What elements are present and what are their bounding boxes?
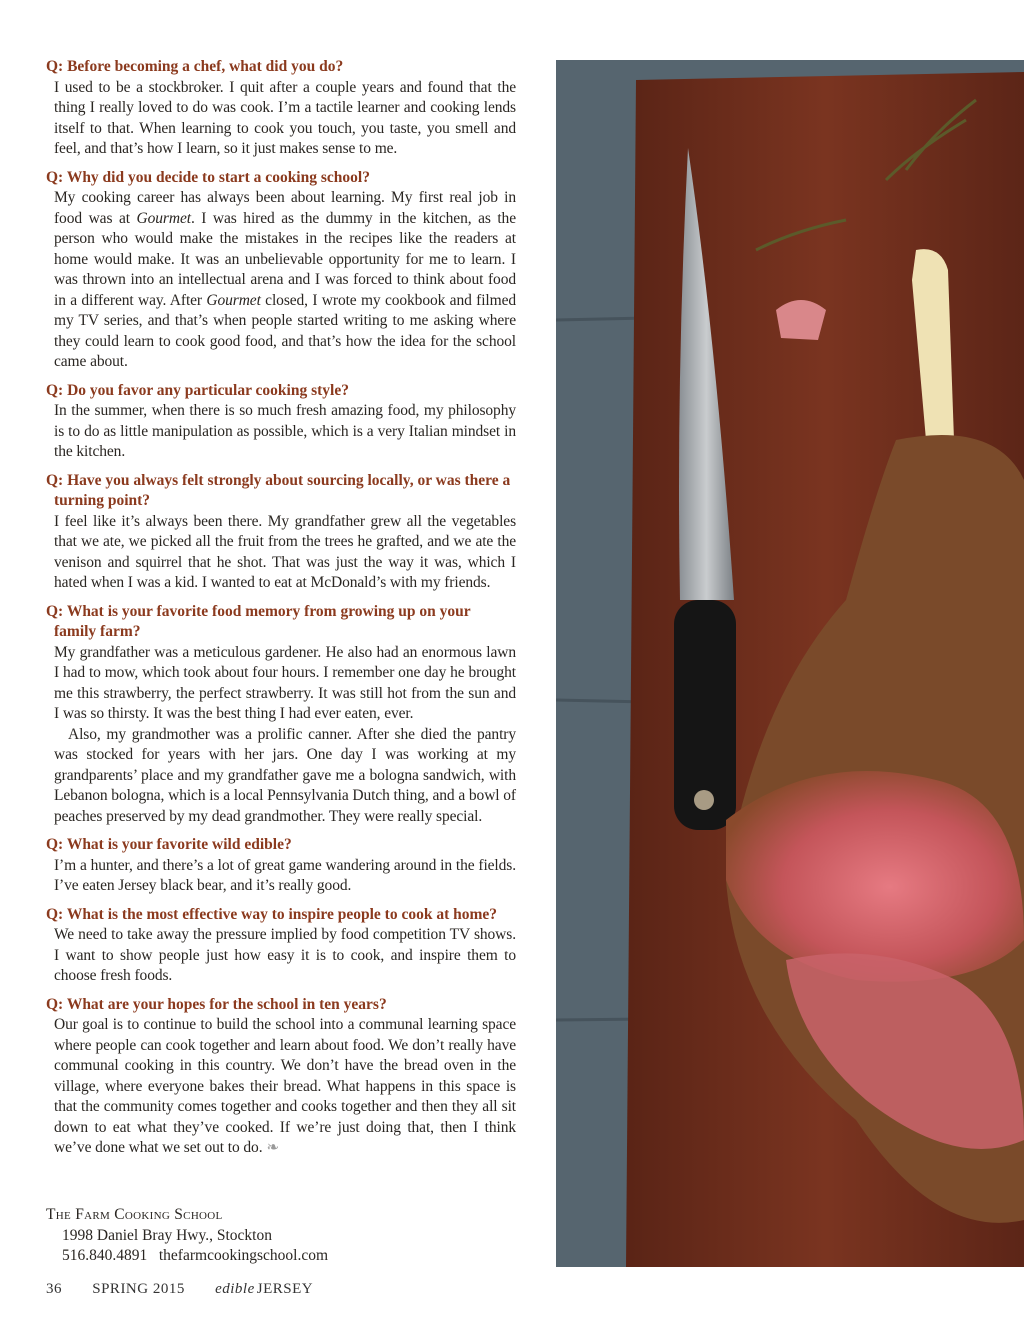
question: Q: Have you always felt strongly about sourcing locally, or was there a turning point? — [46, 471, 511, 509]
answer: In the summer, when there is so much fresh amazing food, my philosophy is to do as little manipulation as possible, which is a very Italian mindset in the kitchen. — [54, 402, 516, 460]
fleuron-icon: ❧ — [266, 1140, 279, 1156]
question: Q: Do you favor any particular cooking style? — [46, 381, 349, 399]
school-phone: 516.840.4891 — [62, 1247, 148, 1264]
qa-item — [46, 905, 516, 987]
answer: My grandfather was a meticulous gardener. He also had an enormous lawn I had to mow, which took about four hours. I remember one day he brought me this strawberry, the perfect strawberry. It was still hot from the sun and I was so thirsty. It was the best thing I had ever eaten, ever. — [54, 643, 516, 722]
interview-column — [46, 57, 516, 1167]
qa-item — [46, 168, 516, 373]
qa-item — [46, 835, 516, 897]
answer: My cooking career has always been about learning. My first real job in food was at Gourmet. I was hired as the dummy in the kitchen, as the person who would make the mistakes in the recipes like the readers at home would make. It was an unbelievable opportunity for me to learn. I was thrown into an intellectual arena and I was forced to think about food in a different way. After Gourmet closed, I wrote my cookbook and filmed my TV series, and that’s when people started writing to me asking where they could learn to cook good food, and that’s how the idea for the school came about. — [54, 189, 516, 370]
answer: We need to take away the pressure implied by food competition TV shows. I want to show people just how easy it is to cook, and inspire them to choose fresh foods. — [54, 926, 516, 984]
publication-italic: edible — [215, 1281, 255, 1297]
answer: Also, my grandmother was a prolific canner. After she died the pantry was stocked for years with her jars. One day I was working at my grandparents’ place and my grandfather gave me a bologna sandwich, with Lebanon bologna, which is a local Pennsylvania Dutch thing, and a bowl of peaches preserved by my dead grandmother. They were really special. — [54, 725, 516, 825]
answer: I’m a hunter, and there’s a lot of great game wandering around in the fields. I’ve eaten Jersey black bear, and it’s really good. — [54, 856, 516, 894]
roast-lamb-leg-photo — [556, 60, 1024, 1267]
question: Q: What are your hopes for the school in ten years? — [46, 995, 387, 1013]
question: Q: Why did you decide to start a cooking school? — [46, 168, 370, 186]
school-info — [46, 1205, 516, 1267]
school-address: 1998 Daniel Bray Hwy., Stockton — [62, 1226, 272, 1244]
question: Q: What is your favorite food memory from growing up on your family farm? — [46, 602, 471, 640]
school-contact — [46, 1246, 516, 1267]
qa-item — [46, 602, 516, 828]
issue-label: SPRING 2015 — [92, 1281, 185, 1297]
qa-item — [46, 995, 516, 1159]
question: Q: Before becoming a chef, what did you do? — [46, 58, 344, 75]
qa-item — [46, 471, 516, 594]
page-footer — [46, 1281, 339, 1298]
school-website[interactable]: thefarmcookingschool.com — [158, 1247, 329, 1264]
answer: I feel like it’s always been there. My grandfather grew all the vegetables that we ate, we picked all the fruit from the trees he grafted, and we ate the venison and squirrel that he shot. That was just the way it was, which I hated when I was a kid. I wanted to eat at McDonald’s with my friends. — [54, 512, 516, 591]
school-name: The Farm Cooking School — [46, 1206, 223, 1223]
publication-name: JERSEY — [256, 1281, 314, 1297]
qa-item — [46, 381, 516, 463]
page-number: 36 — [46, 1281, 62, 1297]
answer: Our goal is to continue to build the school into a communal learning space where people can cook together and learn about food. We don’t really have communal cooking in this country. We don’t have the bread oven in the village, where everyone bakes their bread. What happens in this space is that the community comes together and cooks together and then they all sit down to eat what they’ve cooked. If we’re just doing that, then I think we’ve done what we set out to do. ❧ — [54, 1016, 516, 1156]
answer: I used to be a stockbroker. I quit after a couple years and found that the thing I really loved to do was cook. I’m a tactile learner and cooking lends itself to that. When learning to cook you touch, you taste, you smell and feel, and that’s how I learn, so it just makes sense to me. — [54, 78, 516, 157]
question: Q: What is your favorite wild edible? — [46, 836, 292, 853]
question: Q: What is the most effective way to inspire people to cook at home? — [46, 905, 498, 923]
qa-item — [46, 57, 516, 160]
photo-illustration — [556, 60, 1024, 1267]
